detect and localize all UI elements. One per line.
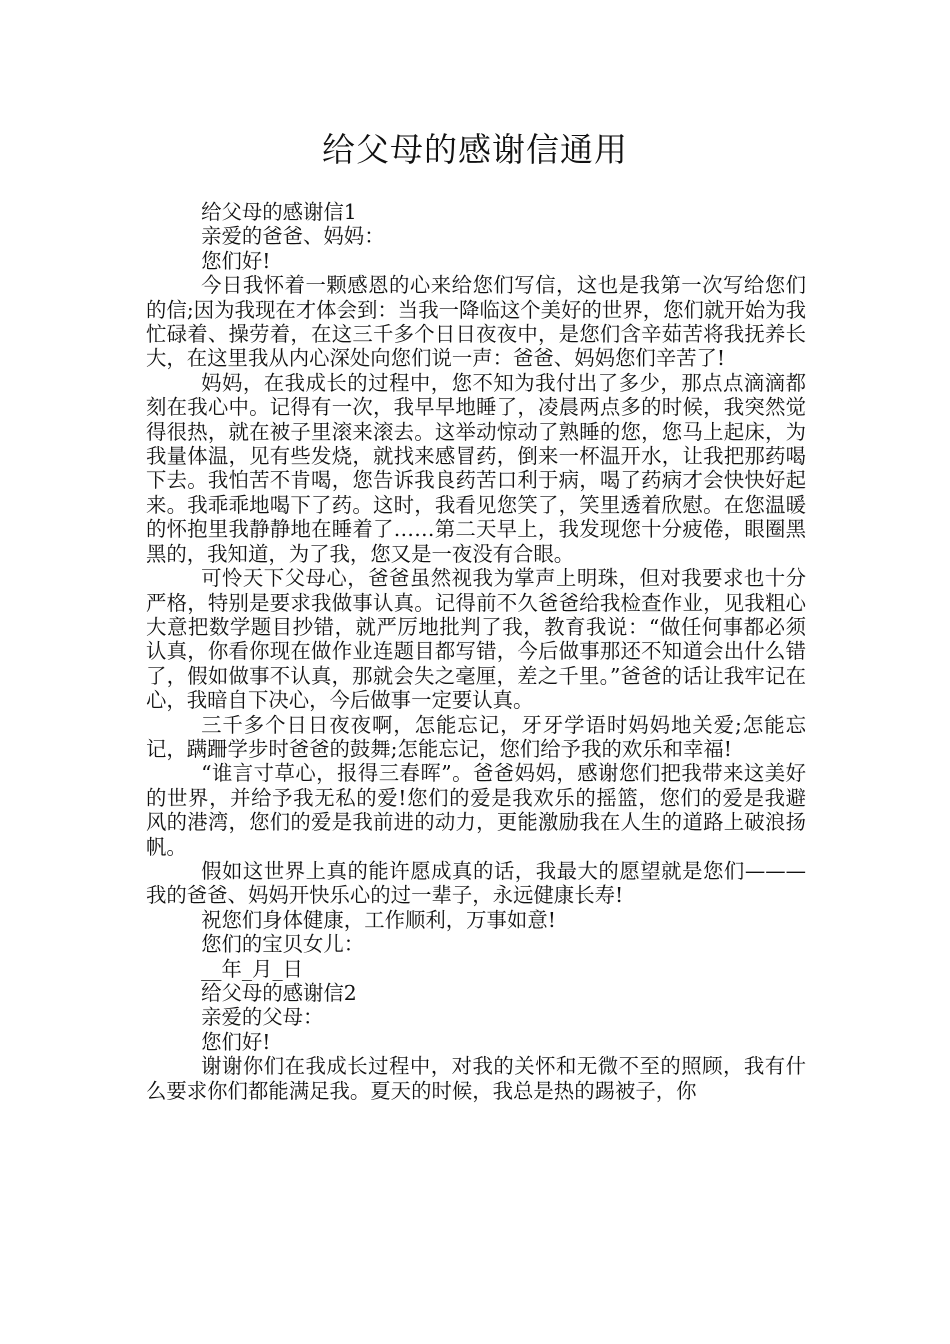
greeting: 您们好! xyxy=(201,1029,271,1054)
body-paragraph: 可怜天下父母心，爸爸虽然视我为掌声上明珠，但对我要求也十分严格，特别是要求我做事认真。记得前不久爸爸给我检查作业，见我粗心大意把数学题目抄错，就严厉地批判了我，教育我说：“做任何事都必须认真，你看你现在做作业连题目都写错，今后做事那还不知道会出什么错了，假如做事不认真，那就会失之毫厘，差之千里。”爸爸的话让我牢记在心，我暗自下决心，今后做事一定要认真。 xyxy=(146,566,806,713)
body-paragraph: 谢谢你们在我成长过程中，对我的关怀和无微不至的照顾，我有什么要求你们都能满足我。夏天的时候，我总是热的踢被子，你 xyxy=(146,1054,806,1103)
body-paragraph: 假如这世界上真的能许愿成真的话，我最大的愿望就是您们———我的爸爸、妈妈开快乐心的过一辈子，永远健康长寿! xyxy=(146,858,806,908)
greeting: 您们好! xyxy=(201,248,271,273)
closing-wish: 祝您们身体健康，工作顺利，万事如意! xyxy=(201,907,556,932)
salutation: 亲爱的父母： xyxy=(201,1005,324,1030)
signature: 您们的宝贝女儿： xyxy=(201,932,365,957)
body-paragraph: 今日我怀着一颗感恩的心来给您们写信，这也是我第一次写给您们的信;因为我现在才体会到：当我一降临这个美好的世界，您们就开始为我忙碌着、操劳着，在这三千多个日日夜夜中，是您们含辛茹苦将我抚养长大，在这里我从内心深处向您们说一声：爸爸、妈妈您们辛苦了! xyxy=(146,273,806,371)
salutation: 亲爱的爸爸、妈妈： xyxy=(201,224,385,249)
document-title: 给父母的感谢信通用 xyxy=(322,130,628,169)
body-paragraph: 三千多个日日夜夜啊，怎能忘记，牙牙学语时妈妈地关爱;怎能忘记，蹒跚学步时爸爸的鼓舞;怎能忘记，您们给予我的欢乐和幸福! xyxy=(146,712,806,761)
section-heading-1: 给父母的感谢信1 xyxy=(201,200,357,224)
date-line: __年_月_日 xyxy=(201,956,304,981)
body-paragraph: 妈妈，在我成长的过程中，您不知为我付出了多少，那点点滴滴都刻在我心中。记得有一次，我早早地睡了，凌晨两点多的时候，我突然觉得很热，就在被子里滚来滚去。这举动惊动了熟睡的您，您马上起床，为我量体温，见有些发烧，就找来感冒药，倒来一杯温开水，让我把那药喝下去。我怕苦不肯喝，您告诉我良药苦口利于病，喝了药病才会快快好起来。我乖乖地喝下了药。这时，我看见您笑了，笑里透着欣慰。在您温暖的怀抱里我静静地在睡着了……第二天早上，我发现您十分疲倦，眼圈黑黑的，我知道，为了我，您又是一夜没有合眼。 xyxy=(146,370,806,566)
document-body xyxy=(146,200,806,1103)
section-heading-2: 给父母的感谢信2 xyxy=(201,981,357,1005)
body-paragraph: “谁言寸草心，报得三春晖”。爸爸妈妈，感谢您们把我带来这美好的世界，并给予我无私的爱!您们的爱是我欢乐的摇篮，您们的爱是我避风的港湾，您们的爱是我前进的动力，更能激励我在人生的道路上破浪扬帆。 xyxy=(146,761,806,859)
